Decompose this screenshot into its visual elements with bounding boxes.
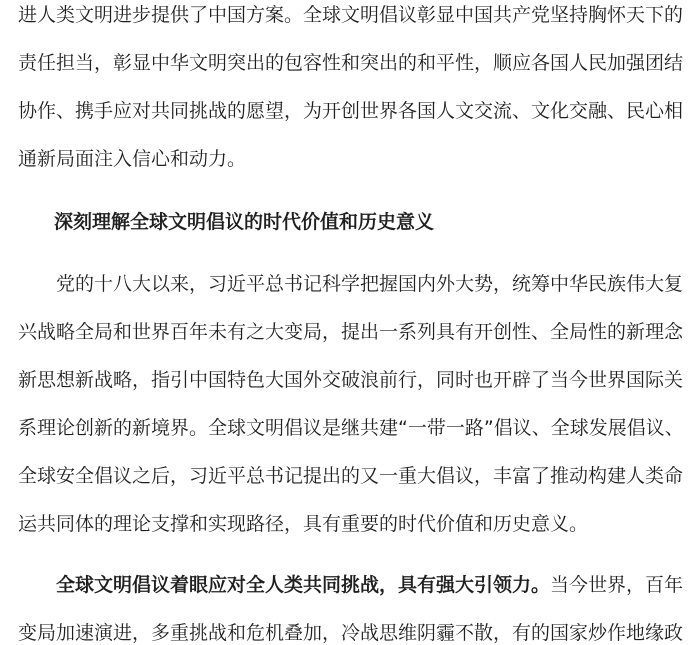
para3-bold-lead: 全球文明倡议着眼应对全人类共同挑战，具有强大引领力。 <box>56 574 551 596</box>
para2-line-2: 兴战略全局和世界百年未有之大变局，提出一系列具有开创性、全局性的新理念 <box>18 321 684 343</box>
para1-line-4: 通新局面注入信心和动力。 <box>18 148 247 170</box>
para3-line-1-rest: 当今世界，百年 <box>550 574 684 596</box>
para1-line-1: 进人类文明进步提供了中国方案。全球文明倡议彰显中国共产党坚持胸怀天下的 <box>18 4 684 26</box>
para2-line-5: 全球安全倡议之后，习近平总书记提出的又一重大倡议，丰富了推动构建人类命 <box>18 465 684 487</box>
para3-line-1 <box>56 573 696 597</box>
para3-line-2: 变局加速演进，多重挑战和危机叠加，冷战思维阴霾不散，有的国家炒作地缘政 <box>18 622 684 644</box>
para2-line-6: 运共同体的理论支撑和实现路径，具有重要的时代价值和历史意义。 <box>18 513 589 535</box>
para2-line-3: 新思想新战略，指引中国特色大国外交破浪前行，同时也开辟了当今世界国际关 <box>18 369 684 391</box>
para1-line-2: 责任担当，彰显中华文明突出的包容性和突出的和平性，顺应各国人民加强团结 <box>18 52 684 74</box>
para1-line-3: 协作、携手应对共同挑战的愿望，为开创世界各国人文交流、文化交融、民心相 <box>18 100 684 122</box>
section-heading: 深刻理解全球文明倡议的时代价值和历史意义 <box>54 211 435 233</box>
para2-line-1: 党的十八大以来，习近平总书记科学把握国内外大势，统筹中华民族伟大复 <box>56 273 684 295</box>
para2-line-4: 系理论创新的新境界。全球文明倡议是继共建“一带一路”倡议、全球发展倡议、 <box>18 417 684 439</box>
